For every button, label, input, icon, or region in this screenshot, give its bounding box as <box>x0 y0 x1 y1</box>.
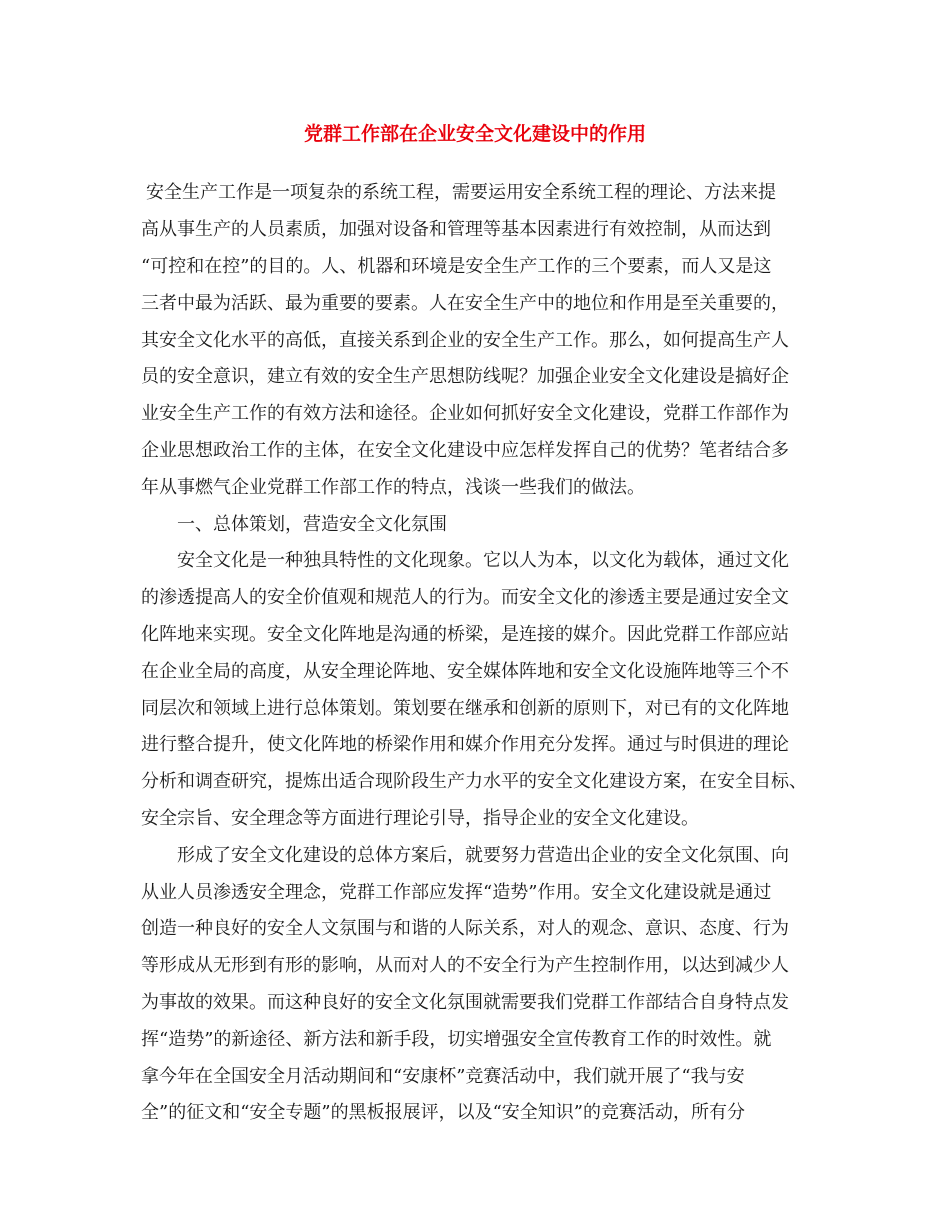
paragraph-line: 年从事燃气企业党群工作部工作的特点，浅谈一些我们的做法。 <box>141 477 645 498</box>
paragraph-line: 安全生产工作是一项复杂的系统工程，需要运用安全系统工程的理论、方法来提 <box>146 182 776 203</box>
paragraph-line: 企业思想政治工作的主体，在安全文化建设中应怎样发挥自己的优势？笔者结合多 <box>141 440 789 461</box>
paragraph-line: 业安全生产工作的有效方法和途径。企业如何抓好安全文化建设，党群工作部作为 <box>141 403 789 424</box>
paragraph-line: 为事故的效果。而这种良好的安全文化氛围就需要我们党群工作部结合自身特点发 <box>141 992 789 1013</box>
paragraph-line: 等形成从无形到有形的影响，从而对人的不安全行为产生控制作用，以达到减少人 <box>141 955 789 976</box>
paragraph-line: 安全文化是一种独具特性的文化现象。它以人为本，以文化为载体，通过文化 <box>177 550 789 571</box>
paragraph-line: 同层次和领域上进行总体策划。策划要在继承和创新的原则下，对已有的文化阵地 <box>141 698 789 719</box>
paragraph-line: 其安全文化水平的高低，直接关系到企业的安全生产工作。那么，如何提高生产人 <box>141 330 789 351</box>
paragraph-line: “可控和在控”的目的。人、机器和环境是安全生产工作的三个要素，而人又是这 <box>141 256 772 277</box>
paragraph-line: 三者中最为活跃、最为重要的要素。人在安全生产中的地位和作用是至关重要的， <box>141 293 789 314</box>
paragraph-line: 从业人员渗透安全理念，党群工作部应发挥“造势”作用。安全文化建设就是通过 <box>141 882 772 903</box>
section-heading: 一、总体策划，营造安全文化氛围 <box>177 514 447 535</box>
paragraph-line: 进行整合提升，使文化阵地的桥梁作用和媒介作用充分发挥。通过与时俱进的理论 <box>141 734 789 755</box>
paragraph-line: 员的安全意识，建立有效的安全生产思想防线呢？加强企业安全文化建设是搞好企 <box>141 366 789 387</box>
paragraph-line: 挥“造势”的新途径、新方法和新手段，切实增强安全宣传教育工作的时效性。就 <box>141 1029 772 1050</box>
paragraph-line: 化阵地来实现。安全文化阵地是沟通的桥梁，是连接的媒介。因此党群工作部应站 <box>141 624 789 645</box>
paragraph-line: 安全宗旨、安全理念等方面进行理论引导，指导企业的安全文化建设。 <box>141 808 699 829</box>
paragraph-line: 全”的征文和“安全专题”的黑板报展评，以及“安全知识”的竞赛活动，所有分 <box>141 1102 746 1123</box>
paragraph-line: 在企业全局的高度，从安全理论阵地、安全媒体阵地和安全文化设施阵地等三个不 <box>141 661 789 682</box>
document-title: 党群工作部在企业安全文化建设中的作用 <box>303 123 646 145</box>
paragraph-line: 高从事生产的人员素质，加强对设备和管理等基本因素进行有效控制，从而达到 <box>141 219 771 240</box>
paragraph-line: 形成了安全文化建设的总体方案后，就要努力营造出企业的安全文化氛围、向 <box>177 845 789 866</box>
paragraph-line: 的渗透提高人的安全价值观和规范人的行为。而安全文化的渗透主要是通过安全文 <box>141 587 789 608</box>
paragraph-line: 创造一种良好的安全人文氛围与和谐的人际关系，对人的观念、意识、态度、行为 <box>141 918 789 939</box>
paragraph-line: 拿今年在全国安全月活动期间和“安康杯”竞赛活动中，我们就开展了“我与安 <box>141 1066 745 1087</box>
paragraph-line: 分析和调查研究，提炼出适合现阶段生产力水平的安全文化建设方案，在安全目标、 <box>141 771 807 792</box>
